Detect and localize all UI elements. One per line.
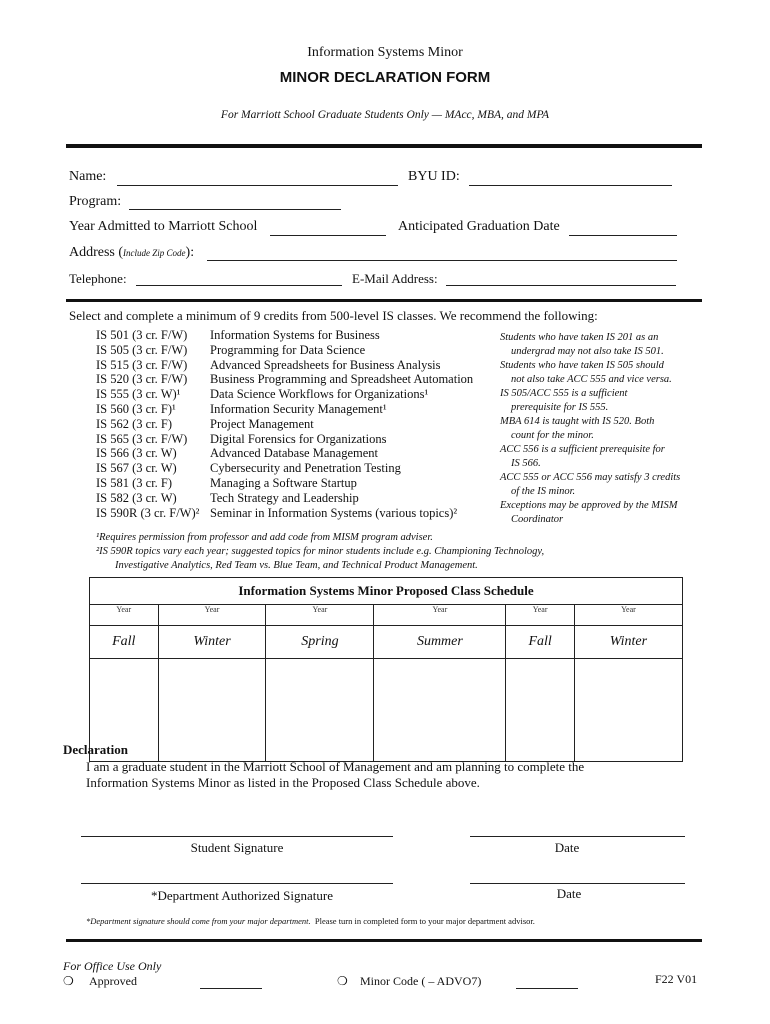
course-code: IS 567 (3 cr. W) xyxy=(96,461,177,476)
department-date-line[interactable] xyxy=(470,883,685,884)
divider-top xyxy=(66,144,702,148)
footnote-2-cont: Investigative Analytics, Red Team vs. Blue Team, and Technical Product Management. xyxy=(115,560,478,571)
declaration-heading: Declaration xyxy=(63,742,128,757)
approved-field[interactable] xyxy=(200,988,262,989)
byu-id-label: BYU ID: xyxy=(408,169,460,184)
year-cell[interactable]: Year xyxy=(574,605,682,626)
course-code: IS 590R (3 cr. F/W)² xyxy=(96,505,200,520)
term-header: Winter xyxy=(158,626,266,659)
course-title: Programming for Data Science xyxy=(210,342,366,357)
divider-mid xyxy=(66,299,702,302)
department-signature-label: *Department Authorized Signature xyxy=(151,888,333,903)
course-code: IS 562 (3 cr. F) xyxy=(96,416,173,431)
course-title: Advanced Database Management xyxy=(210,446,378,461)
course-title: Advanced Spreadsheets for Business Analysis xyxy=(210,357,441,372)
course-entry-cell[interactable] xyxy=(374,659,506,762)
note-line: Coordinator xyxy=(511,514,564,525)
student-date-label: Date xyxy=(554,840,580,855)
note-line: undergrad may not also take IS 501. xyxy=(511,346,664,357)
declaration-line-2: Information Systems Minor as listed in the Proposed Class Schedule above. xyxy=(86,775,480,790)
office-use-heading: For Office Use Only xyxy=(63,959,162,973)
telephone-label: Telephone: xyxy=(69,271,127,286)
program-label: Program: xyxy=(69,194,122,209)
note-line: prerequisite for IS 555. xyxy=(511,402,609,413)
note-line: Students who have taken IS 505 should xyxy=(500,360,664,371)
year-cell[interactable]: Year xyxy=(506,605,575,626)
byu-id-field[interactable] xyxy=(469,185,672,186)
program-field[interactable] xyxy=(129,209,341,210)
course-title: Cybersecurity and Penetration Testing xyxy=(210,461,401,476)
year-cell[interactable]: Year xyxy=(266,605,374,626)
divider-bottom xyxy=(66,939,702,942)
telephone-field[interactable] xyxy=(136,285,342,286)
student-signature-label: Student Signature xyxy=(190,840,284,855)
course-code: IS 505 (3 cr. F/W) xyxy=(96,342,188,357)
course-titles xyxy=(210,328,473,520)
course-code: IS 555 (3 cr. W)¹ xyxy=(96,387,181,402)
course-codes xyxy=(96,328,199,520)
form-title: MINOR DECLARATION FORM xyxy=(279,69,491,86)
course-title: Information Security Management¹ xyxy=(210,401,387,416)
form-subtitle: For Marriott School Graduate Students Only — MAcc, MBA, and MPA xyxy=(220,109,550,121)
note-line: ACC 555 or ACC 556 may satisfy 3 credits xyxy=(500,472,681,483)
term-header: Fall xyxy=(90,626,159,659)
minor-code-checkbox[interactable]: ❍ xyxy=(337,974,348,988)
email-label: E-Mail Address: xyxy=(352,271,438,286)
note-line: count for the minor. xyxy=(511,430,594,441)
year-admitted-label: Year Admitted to Marriott School xyxy=(69,219,258,234)
course-title: Seminar in Information Systems (various topics)² xyxy=(210,505,458,520)
student-signature-line[interactable] xyxy=(81,836,393,837)
approved-label: Approved xyxy=(89,974,137,988)
course-entry-cell[interactable] xyxy=(266,659,374,762)
course-title: Information Systems for Business xyxy=(210,328,380,342)
minor-code-label: Minor Code ( – ADVO7) xyxy=(360,974,482,988)
course-code: IS 501 (3 cr. F/W) xyxy=(96,328,188,342)
course-title: Tech Strategy and Leadership xyxy=(210,490,359,505)
course-title: Digital Forensics for Organizations xyxy=(210,431,387,446)
program-name: Information Systems Minor xyxy=(307,45,463,60)
course-entry-cell[interactable] xyxy=(158,659,266,762)
course-title: Managing a Software Startup xyxy=(210,475,357,490)
course-code: IS 566 (3 cr. W) xyxy=(96,446,177,461)
note-line: Students who have taken IS 201 as an xyxy=(500,332,659,343)
note-line: ACC 556 is a sufficient prerequisite for xyxy=(500,444,665,455)
term-header: Fall xyxy=(506,626,575,659)
year-cell[interactable]: Year xyxy=(374,605,506,626)
note-line: Exceptions may be approved by the MISM xyxy=(500,500,678,511)
grad-date-label: Anticipated Graduation Date xyxy=(398,219,560,234)
name-label: Name: xyxy=(69,169,107,184)
year-cell[interactable]: Year xyxy=(158,605,266,626)
course-code: IS 560 (3 cr. F)¹ xyxy=(96,401,176,416)
form-version: F22 V01 xyxy=(655,972,698,986)
footnote-2: ²IS 590R topics vary each year; suggested topics for minor students include e.g. Championing Technology, xyxy=(96,546,545,557)
address-field[interactable] xyxy=(207,260,677,261)
minor-code-field[interactable] xyxy=(516,988,578,989)
course-code: IS 581 (3 cr. F) xyxy=(96,475,173,490)
note-line: of the IS minor. xyxy=(511,486,576,497)
schedule-title: Information Systems Minor Proposed Class Schedule xyxy=(90,578,683,605)
term-header: Summer xyxy=(374,626,506,659)
year-cell[interactable]: Year xyxy=(90,605,159,626)
department-date-label: Date xyxy=(556,886,582,901)
approved-checkbox[interactable]: ❍ xyxy=(63,974,74,988)
email-field[interactable] xyxy=(446,285,676,286)
signature-footnote: *Department signature should come from your major department. Please turn in completed form to your major department advisor. xyxy=(86,916,535,926)
course-title: Business Programming and Spreadsheet Automation xyxy=(210,372,474,387)
note-line: IS 505/ACC 555 is a sufficient xyxy=(500,388,628,399)
declaration-line-1: I am a graduate student in the Marriott School of Management and am planning to complete the xyxy=(86,759,585,774)
course-title: Project Management xyxy=(210,416,314,431)
course-code: IS 515 (3 cr. F/W) xyxy=(96,357,188,372)
note-line: not also take ACC 555 and vice versa. xyxy=(511,374,672,385)
term-header: Winter xyxy=(574,626,682,659)
footnote-1: ¹Requires permission from professor and add code from MISM program adviser. xyxy=(96,532,433,543)
course-code: IS 520 (3 cr. F/W) xyxy=(96,372,188,387)
schedule-table xyxy=(89,577,683,762)
course-title: Data Science Workflows for Organizations¹ xyxy=(210,387,429,402)
instructions: Select and complete a minimum of 9 credits from 500-level IS classes. We recommend the following: xyxy=(69,308,598,323)
department-signature-line[interactable] xyxy=(81,883,393,884)
course-notes xyxy=(500,331,680,527)
course-entry-cell[interactable] xyxy=(574,659,682,762)
address-label: Address (Include Zip Code): xyxy=(69,245,195,260)
course-code: IS 565 (3 cr. F/W) xyxy=(96,431,188,446)
term-header: Spring xyxy=(266,626,374,659)
grad-date-field[interactable] xyxy=(569,235,677,236)
course-code: IS 582 (3 cr. W) xyxy=(96,490,177,505)
note-line: IS 566. xyxy=(511,458,541,469)
name-field[interactable] xyxy=(117,185,398,186)
student-date-line[interactable] xyxy=(470,836,685,837)
note-line: MBA 614 is taught with IS 520. Both xyxy=(500,416,655,427)
year-admitted-field[interactable] xyxy=(270,235,386,236)
course-entry-cell[interactable] xyxy=(506,659,575,762)
